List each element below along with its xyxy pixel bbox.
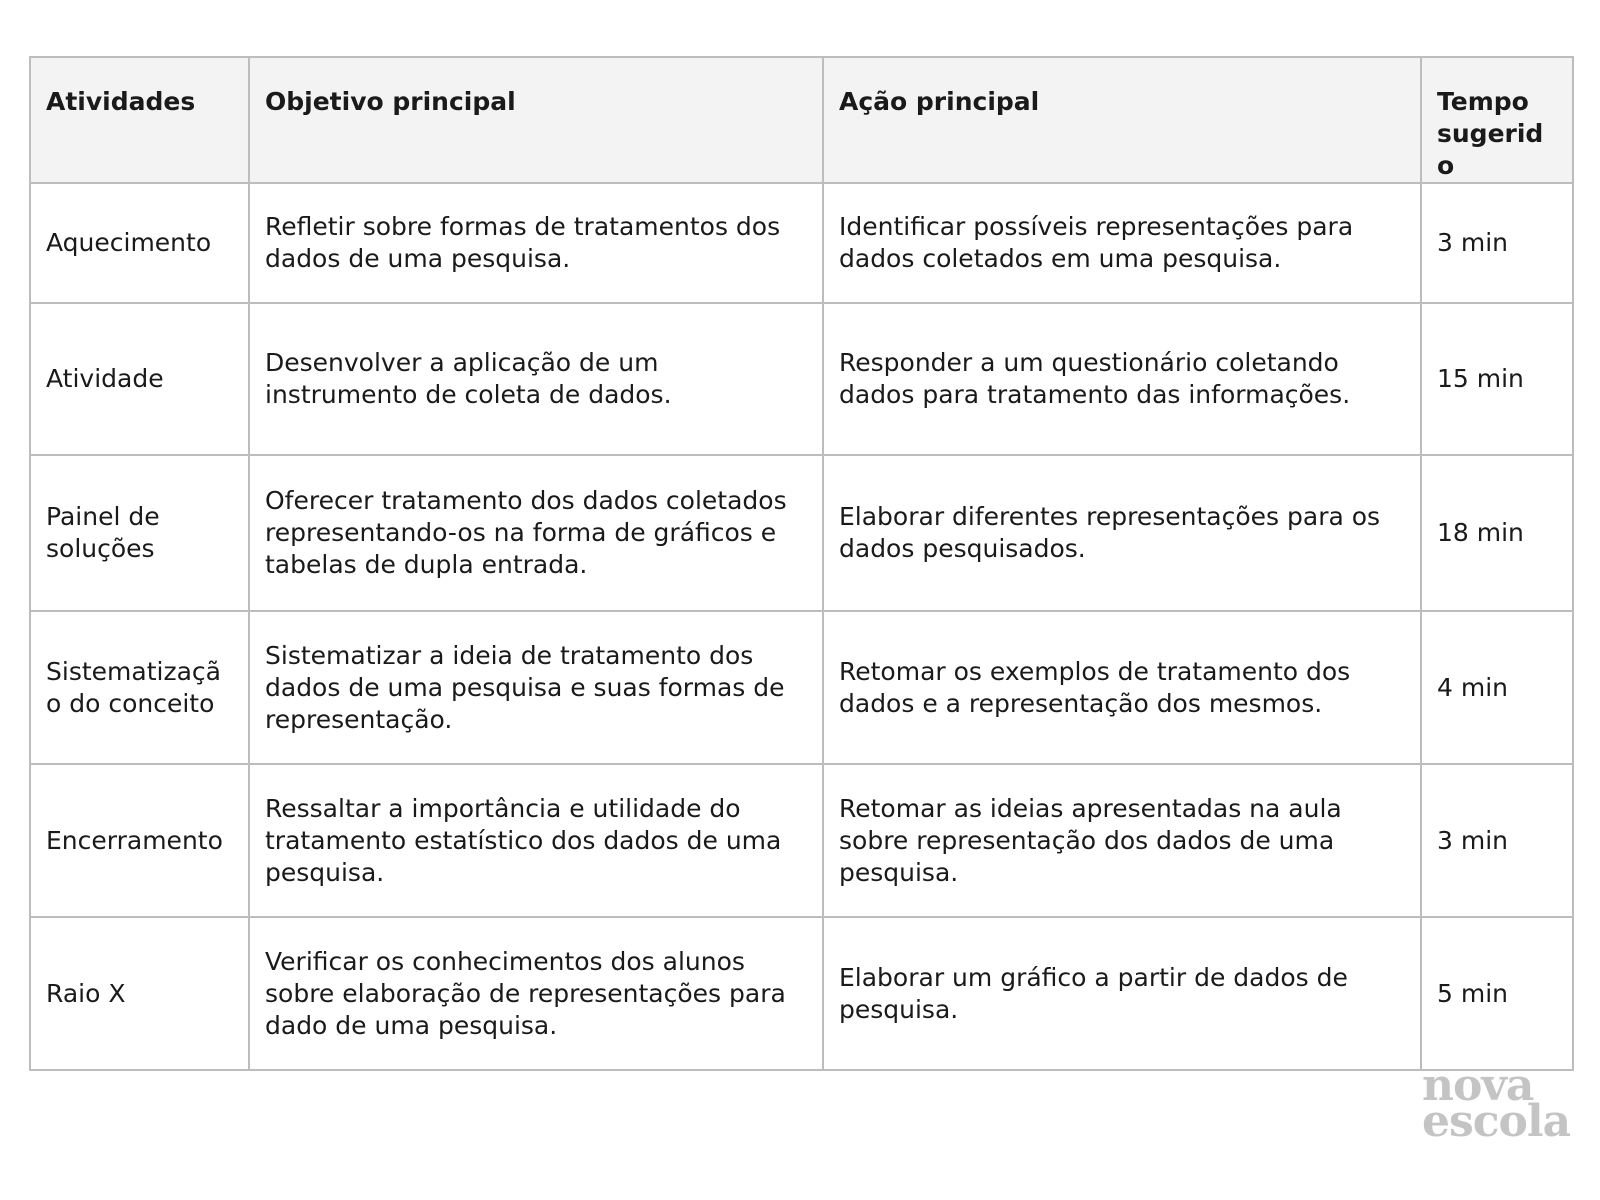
cell-atividade: Atividade (30, 303, 249, 455)
cell-atividade: Raio X (30, 917, 249, 1070)
logo-line-nova: nova (1422, 1060, 1534, 1111)
cell-objetivo: Desenvolver a aplicação de um instrumento de coleta de dados. (249, 303, 823, 455)
table-row (30, 303, 1573, 455)
table-row (30, 455, 1573, 611)
cell-acao: Responder a um questionário coletando dados para tratamento das informações. (823, 303, 1421, 455)
table-row (30, 917, 1573, 1070)
cell-tempo: 18 min (1421, 455, 1573, 611)
cell-tempo: 4 min (1421, 611, 1573, 764)
table-row (30, 611, 1573, 764)
cell-objetivo: Ressaltar a importância e utilidade do tratamento estatístico dos dados de uma pesquisa. (249, 764, 823, 917)
cell-acao: Elaborar um gráfico a partir de dados de pesquisa. (823, 917, 1421, 1070)
cell-objetivo: Verificar os conhecimentos dos alunos sobre elaboração de representações para dado de uma pesquisa. (249, 917, 823, 1070)
table-row (30, 183, 1573, 303)
cell-tempo: 5 min (1421, 917, 1573, 1070)
nova-escola-logo (1422, 1060, 1582, 1147)
table-row (30, 764, 1573, 917)
cell-acao: Elaborar diferentes representações para os dados pesquisados. (823, 455, 1421, 611)
header-tempo-sugerido: Tempo sugerido (1421, 57, 1573, 183)
cell-atividade: Encerramento (30, 764, 249, 917)
cell-atividade: Painel de soluções (30, 455, 249, 611)
header-acao-principal: Ação principal (823, 57, 1421, 183)
cell-atividade: Aquecimento (30, 183, 249, 303)
header-objetivo-principal: Objetivo principal (249, 57, 823, 183)
cell-atividade: Sistematização do conceito (30, 611, 249, 764)
table-header-row (30, 57, 1573, 183)
cell-acao: Identificar possíveis representações para dados coletados em uma pesquisa. (823, 183, 1421, 303)
cell-acao: Retomar os exemplos de tratamento dos dados e a representação dos mesmos. (823, 611, 1421, 764)
cell-acao: Retomar as ideias apresentadas na aula sobre representação dos dados de uma pesquisa. (823, 764, 1421, 917)
cell-objetivo: Refletir sobre formas de tratamentos dos dados de uma pesquisa. (249, 183, 823, 303)
cell-tempo: 3 min (1421, 764, 1573, 917)
lesson-plan-table (29, 56, 1574, 1071)
cell-objetivo: Sistematizar a ideia de tratamento dos dados de uma pesquisa e suas formas de representação. (249, 611, 823, 764)
cell-tempo: 3 min (1421, 183, 1573, 303)
cell-objetivo: Oferecer tratamento dos dados coletados representando-os na forma de gráficos e tabelas de dupla entrada. (249, 455, 823, 611)
logo-line-escola: escola (1422, 1096, 1571, 1147)
header-atividades: Atividades (30, 57, 249, 183)
cell-tempo: 15 min (1421, 303, 1573, 455)
